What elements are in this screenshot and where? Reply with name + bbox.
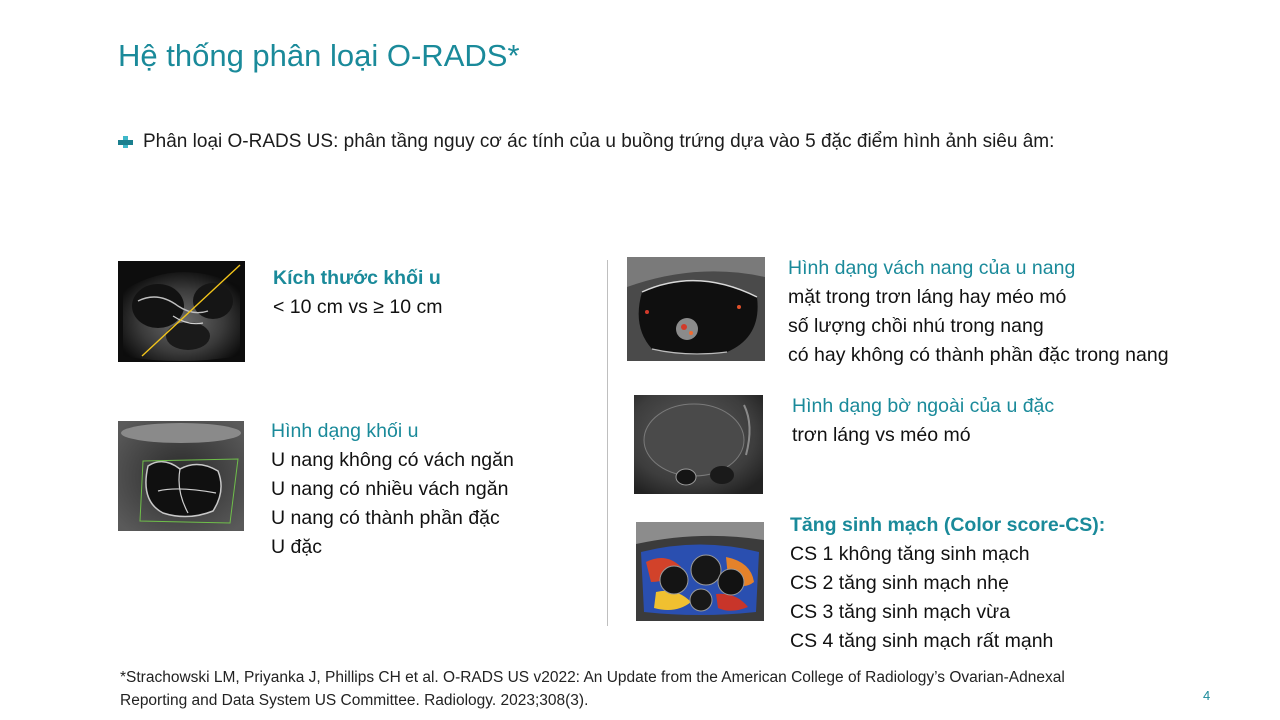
feature-vascularity-line-2: CS 2 tăng sinh mạch nhẹ — [790, 572, 1009, 594]
feature-cyst-wall-line-3: có hay không có thành phần đặc trong nang — [788, 344, 1169, 366]
feature-size-heading: Kích thước khối u — [273, 267, 441, 289]
feature-size — [273, 264, 442, 322]
ultrasound-outer-margin-image — [634, 395, 763, 494]
slide-title: Hệ thống phân loại O-RADS* — [118, 38, 520, 73]
feature-cyst-wall-heading: Hình dạng vách nang của u nang — [788, 257, 1076, 279]
column-divider — [607, 260, 608, 626]
feature-outer-margin — [792, 392, 1054, 450]
feature-cyst-wall-line-1: mặt trong trơn láng hay méo mó — [788, 286, 1067, 308]
feature-cyst-wall-line-2: số lượng chồi nhú trong nang — [788, 315, 1044, 337]
page-number: 4 — [1203, 688, 1211, 703]
feature-shape-line-1: U nang không có vách ngăn — [271, 449, 514, 471]
feature-shape-line-3: U nang có thành phần đặc — [271, 507, 500, 529]
feature-shape-line-2: U nang có nhiều vách ngăn — [271, 478, 509, 500]
intro-bullet-text: Phân loại O-RADS US: phân tầng nguy cơ ác tính của u buồng trứng dựa vào 5 đặc điểm hình ảnh siêu âm: — [143, 131, 1055, 152]
feature-shape-line-4: U đặc — [271, 536, 322, 558]
feature-outer-margin-heading: Hình dạng bờ ngoài của u đặc — [792, 395, 1055, 417]
reference-footnote — [120, 666, 1065, 712]
feature-vascularity-line-1: CS 1 không tăng sinh mạch — [790, 543, 1030, 565]
feature-vascularity — [790, 511, 1105, 656]
ultrasound-doppler-image — [636, 522, 764, 621]
ultrasound-shape-image — [118, 421, 244, 531]
feature-vascularity-line-4: CS 4 tăng sinh mạch rất mạnh — [790, 630, 1054, 652]
feature-shape-heading: Hình dạng khối u — [271, 420, 419, 442]
feature-vascularity-heading: Tăng sinh mạch (Color score-CS): — [790, 514, 1106, 536]
intro-bullet — [118, 131, 1054, 153]
ultrasound-size-image — [118, 261, 245, 362]
feature-vascularity-line-3: CS 3 tăng sinh mạch vừa — [790, 601, 1011, 623]
footnote-line-2: Reporting and Data System US Committee. Radiology. 2023;308(3). — [120, 692, 589, 709]
footnote-line-1: *Strachowski LM, Priyanka J, Phillips CH et al. O-RADS US v2022: An Update from the American College of Radiology’s Ovarian-Adnexal — [120, 669, 1065, 686]
feature-cyst-wall — [788, 254, 1169, 370]
feature-size-line: < 10 cm vs ≥ 10 cm — [273, 296, 443, 318]
ultrasound-cyst-wall-image — [627, 257, 765, 361]
feature-shape — [271, 417, 514, 562]
plus-bullet-icon — [118, 134, 134, 150]
feature-outer-margin-line: trơn láng vs méo mó — [792, 424, 971, 446]
